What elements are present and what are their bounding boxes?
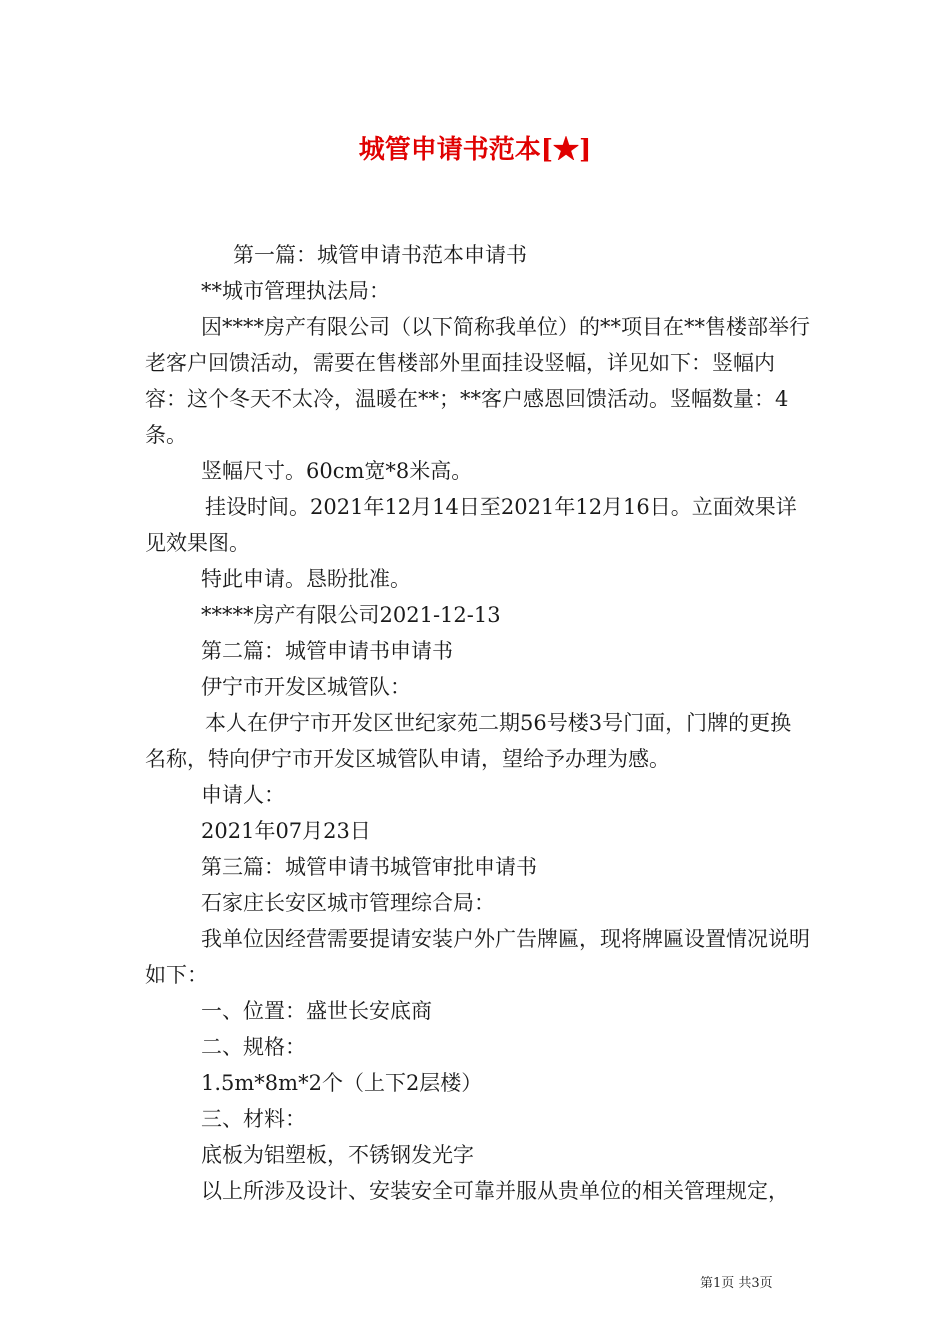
- date-line: 2021年07月23日: [201, 819, 371, 843]
- body-paragraph: 特此申请。恳盼批准。: [201, 567, 411, 591]
- body-paragraph: 以上所涉及设计、安装安全可靠并服从贵单位的相关管理规定，: [201, 1179, 789, 1203]
- body-paragraph: 挂设时间。2021年12月14日至2021年12月16日。立面效果详见效果图。: [145, 495, 797, 555]
- list-item: 三、材料：: [201, 1107, 306, 1131]
- signature-line: *****房产有限公司2021-12-13: [201, 603, 501, 627]
- section-heading-2: 第二篇：城管申请书申请书: [201, 639, 453, 663]
- applicant-label: 申请人：: [201, 783, 285, 807]
- body-paragraph: 我单位因经营需要提请安装户外广告牌匾，现将牌匾设置情况说明如下：: [145, 927, 810, 987]
- document-title: 城管申请书范本[★]: [358, 135, 592, 165]
- section-heading-1: 第一篇：城管申请书范本申请书: [233, 243, 527, 267]
- body-paragraph: 竖幅尺寸。60cm宽*8米高。: [201, 459, 473, 483]
- addressee-3: 石家庄长安区城市管理综合局：: [201, 891, 495, 915]
- addressee-1: **城市管理执法局：: [201, 279, 390, 303]
- list-item: 二、规格：: [201, 1035, 306, 1059]
- section-heading-3: 第三篇：城管申请书城管审批申请书: [201, 855, 537, 879]
- list-item: 底板为铝塑板，不锈钢发光字: [201, 1143, 474, 1167]
- list-item: 1.5m*8m*2个（上下2层楼）: [201, 1071, 483, 1095]
- page-number: 第1页 共3页: [700, 1276, 773, 1291]
- list-item: 一、位置：盛世长安底商: [201, 999, 432, 1023]
- body-paragraph: 因****房产有限公司（以下简称我单位）的**项目在**售楼部举行老客户回馈活动，需要在售楼部外里面挂设竖幅，详见如下：竖幅内容：这个冬天不太冷，温暖在**；**客户感恩回馈活动。竖幅数量：4条。: [145, 315, 810, 447]
- document-body: [145, 237, 810, 1209]
- body-paragraph: 本人在伊宁市开发区世纪家苑二期56号楼3号门面，门牌的更换名称，特向伊宁市开发区城管队申请，望给予办理为感。: [145, 711, 792, 771]
- addressee-2: 伊宁市开发区城管队：: [201, 675, 411, 699]
